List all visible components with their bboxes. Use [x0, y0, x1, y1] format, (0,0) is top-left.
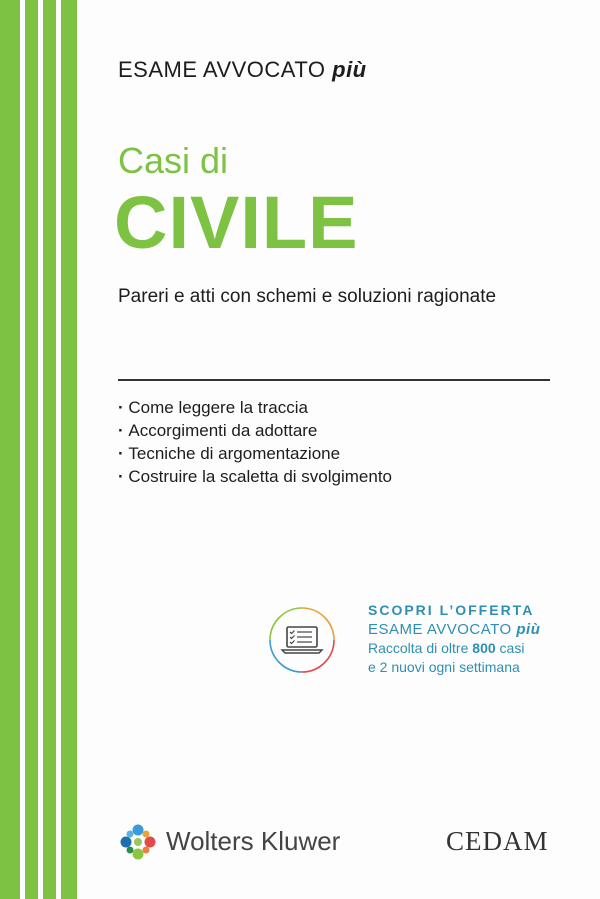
title-line1: Casi di — [118, 140, 229, 181]
subtitle: Pareri e atti con schemi e soluzioni ragionate — [118, 286, 497, 307]
offer-box — [368, 602, 540, 676]
offer-desc-prefix: Raccolta di oltre — [368, 640, 473, 656]
series-prefix: ESAME AVVOCATO — [118, 57, 333, 82]
bullet-item: · Accorgimenti da adottare — [118, 419, 392, 442]
publisher-cedam: CEDAM — [446, 826, 549, 856]
bullet-list — [118, 396, 392, 488]
decorative-stripes — [0, 0, 82, 899]
bullet-item: · Tecniche di argomentazione — [118, 442, 392, 465]
title-main: CIVILE — [114, 181, 359, 264]
offer-heading: SCOPRI L’OFFERTA — [368, 602, 535, 618]
divider — [118, 379, 550, 381]
offer-desc-count: 800 — [472, 640, 496, 656]
publisher-wolters-kluwer: Wolters Kluwer — [166, 826, 341, 856]
wolters-kluwer-logo-icon — [118, 822, 158, 862]
laptop-checklist-icon — [268, 606, 336, 674]
series-title — [118, 57, 367, 83]
series-suffix: più — [332, 57, 367, 82]
bullet-item: · Come leggere la traccia — [118, 396, 392, 419]
offer-series-prefix: ESAME AVVOCATO — [368, 621, 517, 638]
offer-series-suffix: più — [516, 621, 541, 638]
offer-desc-suffix: casi — [495, 640, 525, 656]
offer-series — [368, 621, 540, 638]
offer-desc-line2: e 2 nuovi ogni settimana — [368, 659, 520, 675]
offer-desc-line1 — [368, 639, 540, 657]
bullet-item: · Costruire la scaletta di svolgimento — [118, 465, 392, 488]
